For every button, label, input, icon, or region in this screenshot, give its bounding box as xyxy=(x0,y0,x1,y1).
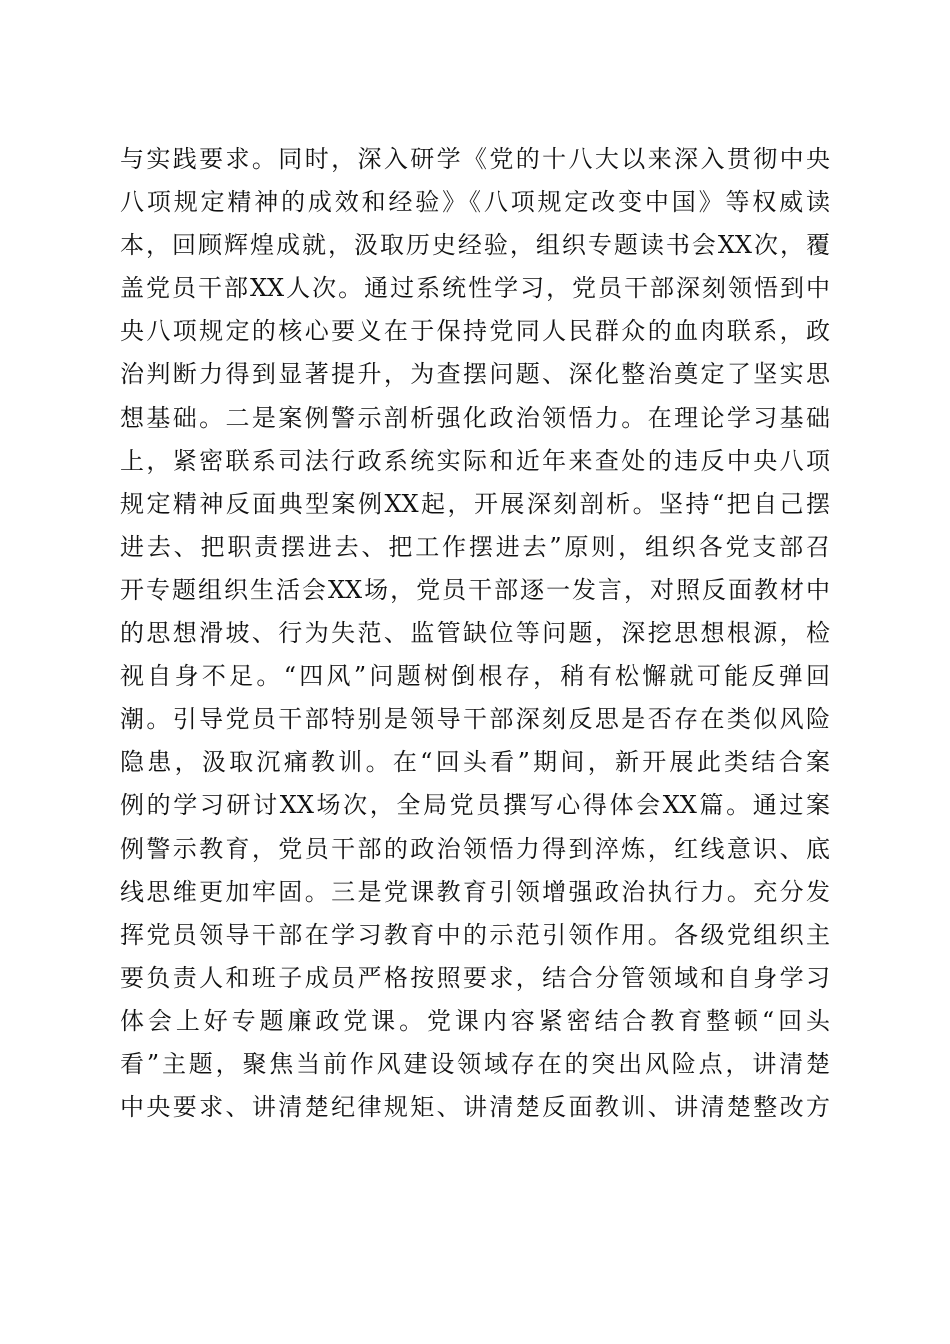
text-line: 八项规定精神的成效和经验》《八项规定改变中国》等权威读 xyxy=(120,188,830,217)
text-line: 潮。引导党员干部特别是领导干部深刻反思是否存在类似风险 xyxy=(120,705,830,734)
text-line: 治判断力得到显著提升，为查摆问题、深化整治奠定了坚实思 xyxy=(120,360,830,389)
text-line: 与实践要求。同时，深入研学《党的十八大以来深入贯彻中央 xyxy=(120,145,830,173)
text-line: 进去、把职责摆进去、把工作摆进去”原则，组织各党支部召 xyxy=(120,532,830,561)
text-line: 开专题组织生活会XX场，党员干部逐一发言，对照反面教材中 xyxy=(120,575,830,604)
text-line: 隐患，汲取沉痛教训。在“回头看”期间，新开展此类结合案 xyxy=(120,748,830,777)
text-line: 线思维更加牢固。三是党课教育引领增强政治执行力。充分发 xyxy=(120,877,830,906)
text-line: 央八项规定的核心要义在于保持党同人民群众的血肉联系，政 xyxy=(120,317,830,346)
text-line: 体会上好专题廉政党课。党课内容紧密结合教育整顿“回头 xyxy=(120,1006,830,1035)
text-line: 盖党员干部XX人次。通过系统性学习，党员干部深刻领悟到中 xyxy=(120,274,830,303)
text-line: 要负责人和班子成员严格按照要求，结合分管领域和自身学习 xyxy=(120,963,830,992)
text-line: 例警示教育，党员干部的政治领悟力得到淬炼，红线意识、底 xyxy=(120,834,830,863)
text-line: 中央要求、讲清楚纪律规矩、讲清楚反面教训、讲清楚整改方 xyxy=(120,1093,830,1122)
text-line: 上，紧密联系司法行政系统实际和近年来查处的违反中央八项 xyxy=(120,446,830,475)
text-line: 想基础。二是案例警示剖析强化政治领悟力。在理论学习基础 xyxy=(120,403,830,432)
text-line: 的思想滑坡、行为失范、监管缺位等问题，深挖思想根源，检 xyxy=(120,619,830,648)
text-line: 看”主题，聚焦当前作风建设领域存在的突出风险点，讲清楚 xyxy=(120,1049,830,1078)
text-line: 例的学习研讨XX场次，全局党员撰写心得体会XX篇。通过案 xyxy=(120,791,830,820)
body-paragraph xyxy=(120,138,830,1129)
text-line: 规定精神反面典型案例XX起，开展深刻剖析。坚持“把自己摆 xyxy=(120,489,830,518)
text-line: 视自身不足。“四风”问题树倒根存，稍有松懈就可能反弹回 xyxy=(120,662,830,691)
text-line: 本，回顾辉煌成就，汲取历史经验，组织专题读书会XX次，覆 xyxy=(120,231,830,260)
text-line: 挥党员领导干部在学习教育中的示范引领作用。各级党组织主 xyxy=(120,920,830,949)
